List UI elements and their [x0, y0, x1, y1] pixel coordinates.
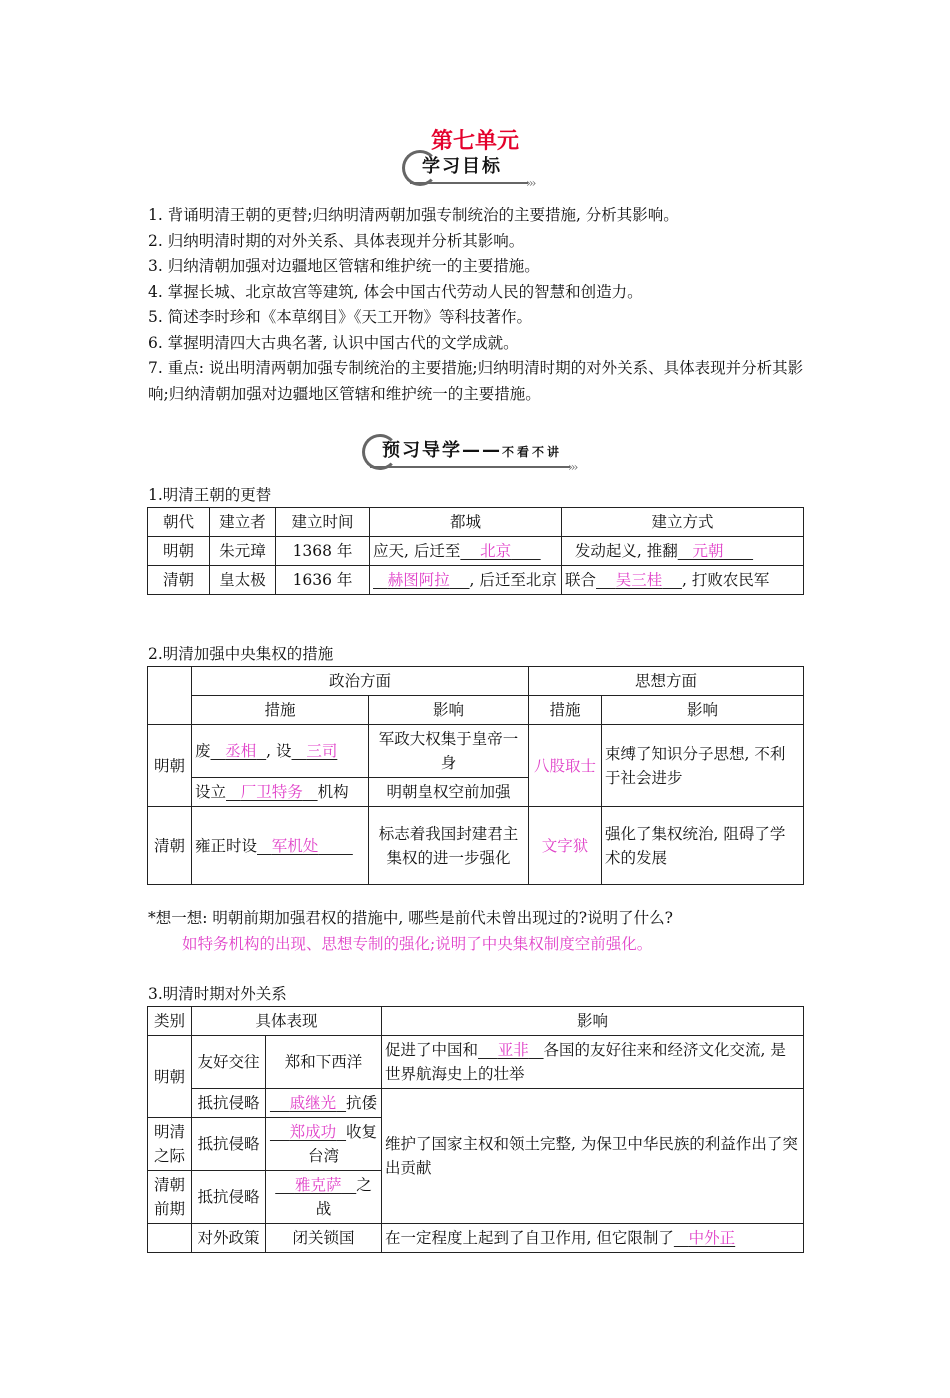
- cell-idea-measure: 文字狱: [529, 807, 602, 885]
- answer-blank: [596, 571, 682, 589]
- measure-text: 废: [195, 742, 211, 760]
- cell-ming: 明朝: [148, 1036, 192, 1118]
- answer-text: 郑成功: [289, 1123, 337, 1141]
- answer-blank: [257, 837, 353, 855]
- measure-text: 雍正时设: [195, 836, 258, 855]
- banner-underline: [410, 182, 528, 184]
- detail-text: 收复台湾: [308, 1123, 378, 1165]
- goal-item: 6. 掌握明清四大古典名著, 认识中国古代的文学成就。: [148, 333, 519, 352]
- th-year: 建立时间: [276, 508, 370, 537]
- cell-measure: [192, 725, 369, 778]
- answer-text: 亚非: [497, 1041, 529, 1059]
- answer-blank: [292, 742, 338, 760]
- banner-dash: ——: [462, 440, 502, 461]
- banner-underline: [370, 466, 570, 468]
- th-measure: 措施: [529, 696, 602, 725]
- measure-text: , 设: [266, 742, 292, 760]
- goal-item: 7. 重点: 说出明清两朝加强专制统治的主要措施;归纳明清时期的对外关系、具体表现并分析其影响;归纳清朝加强对边疆地区管辖和维护统一的主要措施。: [148, 359, 804, 403]
- answer-blank: [270, 1123, 346, 1141]
- answer-blank: [460, 542, 540, 560]
- th-political: 政治方面: [192, 667, 529, 696]
- th-way: 建立方式: [562, 508, 804, 537]
- detail-text: 之战: [315, 1176, 372, 1218]
- answer-blank: [674, 1229, 735, 1247]
- cell-capital: [370, 566, 562, 595]
- answer-blank: [211, 742, 267, 760]
- banner-arrows-icon: ›››: [526, 176, 535, 190]
- cell-qing-early: 清朝前期: [148, 1171, 192, 1224]
- th-measure: 措施: [192, 696, 369, 725]
- cell-founder: 皇太极: [210, 566, 276, 595]
- measure-text: 设立: [195, 783, 227, 801]
- cell-effect-3: [382, 1224, 804, 1253]
- answer-text: 元朝: [692, 542, 724, 560]
- dynasty-table: [147, 507, 804, 595]
- th-capital: 都城: [370, 508, 562, 537]
- way-text: 发动起义, 推翻: [574, 542, 678, 560]
- way-text: , 打败农民军: [681, 571, 770, 589]
- banner-preview: [362, 432, 602, 474]
- banner-subtitle: 不看不讲: [502, 445, 563, 459]
- way-text: 联合: [565, 571, 597, 589]
- answer-blank: [373, 571, 470, 589]
- foreign-relations-table: [147, 1006, 804, 1253]
- cell-idea-effect: 强化了集权统治, 阻碍了学术的发展: [602, 807, 804, 885]
- cell-qing: 清朝: [148, 807, 192, 885]
- answer-blank: [678, 542, 753, 560]
- banner-label: 学习目标: [422, 156, 502, 177]
- cell-effect: 标志着我国封建君主集权的进一步强化: [369, 807, 529, 885]
- goals-list: [148, 203, 808, 407]
- th-effect: 影响: [602, 696, 804, 725]
- goal-item: 5. 简述李时珍和《本草纲目》《天工开物》等科技著作。: [148, 308, 532, 326]
- th-effect: 影响: [369, 696, 529, 725]
- section-3-title: 3.明清时期对外关系: [148, 985, 287, 1003]
- cell-effect: 明朝皇权空前加强: [369, 778, 529, 807]
- answer-blank: [226, 783, 318, 801]
- capital-text: , 后迁至北京: [469, 571, 557, 589]
- answer-text: 戚继光: [289, 1094, 337, 1112]
- cell-closed: 闭关锁国: [266, 1224, 382, 1253]
- cell-resist-detail: [266, 1118, 382, 1171]
- measure-text: 机构: [317, 783, 349, 801]
- answer-text: 军机处: [271, 836, 319, 855]
- answer-blank: [270, 1094, 346, 1112]
- answer-blank: [275, 1176, 356, 1194]
- think-block: [148, 905, 828, 957]
- answer-text: 三司: [306, 742, 338, 760]
- cell-resist: 抵抗侵略: [192, 1171, 266, 1224]
- cell-resist: 抵抗侵略: [192, 1089, 266, 1118]
- unit-title: 第七单元: [430, 129, 519, 154]
- answer-text: 厂卫特务: [240, 783, 303, 801]
- section-1-title: 1.明清王朝的更替: [148, 486, 272, 504]
- answer-text: 雅克萨: [294, 1176, 342, 1194]
- cell-friendly: 友好交往: [192, 1036, 266, 1089]
- answer-text: 赫图阿拉: [387, 571, 450, 589]
- answer-text: 北京: [480, 542, 512, 560]
- th-dynasty: 朝代: [148, 508, 210, 537]
- cell-policy: 对外政策: [192, 1224, 266, 1253]
- cell-ming: 明朝: [148, 725, 192, 807]
- capital-text: 应天, 后迁至: [373, 542, 461, 560]
- detail-text: 抗倭: [346, 1094, 378, 1112]
- goal-item: 4. 掌握长城、北京故宫等建筑, 体会中国古代劳动人民的智慧和创造力。: [148, 282, 643, 301]
- cell-capital: [370, 537, 562, 566]
- effect-text: 促进了中国和: [385, 1041, 479, 1059]
- cell-measure: [192, 778, 369, 807]
- corner-cell: [148, 667, 192, 725]
- cell-idea-measure: 八股取士: [529, 725, 602, 807]
- cell-resist-detail: [266, 1089, 382, 1118]
- cell-qing: 清朝: [148, 566, 210, 595]
- centralization-table: [147, 666, 804, 885]
- banner-study-goals: [402, 148, 552, 190]
- cell-effect-1: [382, 1036, 804, 1089]
- cell-zhenghe: 郑和下西洋: [266, 1036, 382, 1089]
- answer-blank: [478, 1041, 544, 1059]
- cell-effect: 军政大权集于皇帝一身: [369, 725, 529, 778]
- cell-way: [562, 537, 804, 566]
- cell-resist: 抵抗侵略: [192, 1118, 266, 1171]
- cell-year: 1636 年: [276, 566, 370, 595]
- goal-item: 3. 归纳清朝加强对边疆地区管辖和维护统一的主要措施。: [148, 257, 540, 275]
- cell-mq: 明清之际: [148, 1118, 192, 1171]
- banner-arrows-icon: ›››: [568, 460, 577, 474]
- think-question: *想一想: 明朝前期加强君权的措施中, 哪些是前代未曾出现过的?说明了什么?: [148, 909, 673, 927]
- banner-preview-label: 预习导学: [382, 440, 462, 461]
- goal-item: 2. 归纳明清时期的对外关系、具体表现并分析其影响。: [148, 231, 525, 250]
- th-detail: 具体表现: [192, 1007, 382, 1036]
- banner-label: [382, 436, 562, 462]
- answer-text: 中外正: [688, 1229, 736, 1247]
- cell-effect-2: 维护了国家主权和领土完整, 为保卫中华民族的利益作出了突出贡献: [382, 1089, 804, 1224]
- cell-way: [562, 566, 804, 595]
- th-founder: 建立者: [210, 508, 276, 537]
- cell-idea-effect: 束缚了知识分子思想, 不利于社会进步: [602, 725, 804, 807]
- goal-item: 1. 背诵明清王朝的更替;归纳明清两朝加强专制统治的主要措施, 分析其影响。: [148, 206, 679, 224]
- answer-text: 丞相: [225, 742, 257, 760]
- cell-year: 1368 年: [276, 537, 370, 566]
- think-answer: 如特务机构的出现、思想专制的强化;说明了中央集权制度空前强化。: [182, 935, 653, 953]
- effect-text: 各国的友好往来和经济文化交流, 是世界航海史上的壮举: [385, 1041, 786, 1083]
- effect-text: 在一定程度上起到了自卫作用, 但它限制了: [385, 1229, 674, 1247]
- cell-resist-detail: [266, 1171, 382, 1224]
- th-ideology: 思想方面: [529, 667, 804, 696]
- cell-ming: 明朝: [148, 537, 210, 566]
- cell-empty: [148, 1224, 192, 1253]
- section-2-title: 2.明清加强中央集权的措施: [148, 645, 334, 663]
- answer-text: 吴三桂: [615, 571, 663, 589]
- th-effect: 影响: [382, 1007, 804, 1036]
- cell-founder: 朱元璋: [210, 537, 276, 566]
- th-type: 类别: [148, 1007, 192, 1036]
- cell-measure: [192, 807, 369, 885]
